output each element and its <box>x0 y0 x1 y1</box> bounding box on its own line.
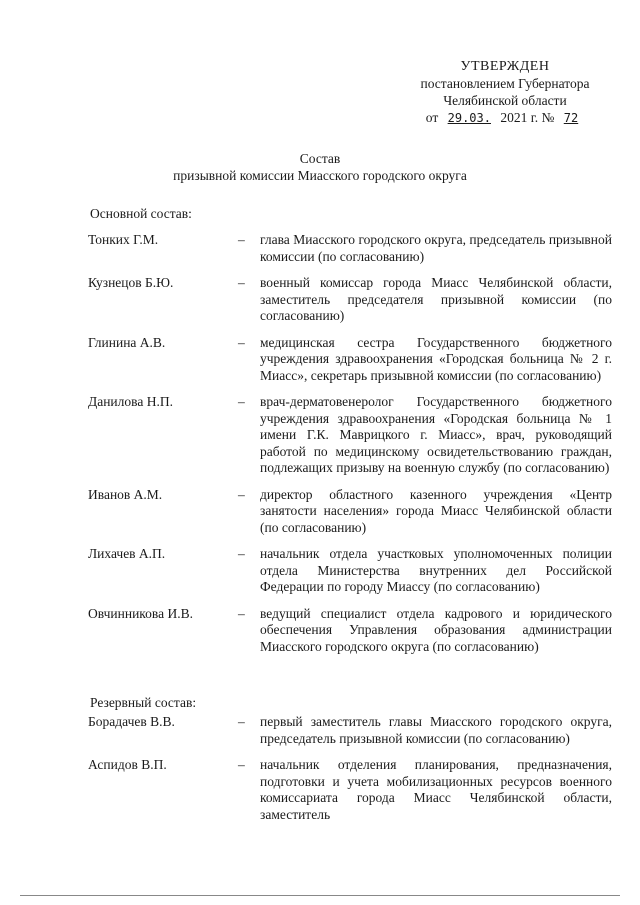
member-row <box>88 757 612 823</box>
reserve-members-list <box>88 714 612 833</box>
title-line-2: призывной комиссии Миасского городского округа <box>173 168 467 183</box>
member-dash: – <box>238 714 245 729</box>
member-dash: – <box>238 232 245 247</box>
main-composition-label: Основной состав: <box>90 206 192 221</box>
date-prefix: от <box>425 110 439 125</box>
member-name: Кузнецов Б.Ю. <box>88 275 174 290</box>
member-row <box>88 606 612 656</box>
approval-line-1: постановлением Губернатора <box>420 76 590 91</box>
main-members-list <box>88 232 612 665</box>
member-row <box>88 487 612 537</box>
member-role: врач-дерматовенеролог Государственного бюджетного учреждения здравоохранения «Городская больница № 1 имени Г.К. Маврицкого г. Миасс», врач, руководящий работой по медицинскому освидетельствованию граждан, подлежащих призыву на военную службу (по согласованию) <box>260 394 612 475</box>
member-dash: – <box>238 486 245 502</box>
member-role: первый заместитель главы Миасского городского округа, председатель призывной комиссии (по согласованию) <box>260 714 612 746</box>
approval-heading: УТВЕРЖДЕН <box>460 59 550 74</box>
member-role: медицинская сестра Государственного бюджетного учреждения здравоохранения «Городская больница № 2 г. Миасс», секретарь призывной комиссии (по согласованию) <box>260 334 612 383</box>
handwritten-date: 29.03. <box>447 111 491 125</box>
member-name: Тонких Г.М. <box>88 232 159 247</box>
member-role: начальник отделения планирования, предназначения, подготовки и учета мобилизационных ресурсов военного комиссариата города Миасс Челябинской области, заместитель <box>260 757 612 822</box>
member-dash: – <box>238 605 245 621</box>
approval-date-line <box>400 109 610 127</box>
member-role: военный комиссар города Миасс Челябинской области, заместитель председателя призывной комиссии (по согласованию) <box>260 275 612 323</box>
title-line-1: Состав <box>299 151 341 166</box>
member-row <box>88 275 612 325</box>
member-row <box>88 714 612 747</box>
member-row <box>88 546 612 596</box>
member-row <box>88 335 612 385</box>
reserve-composition-label: Резервный состав: <box>90 695 197 710</box>
member-row <box>88 232 612 265</box>
document-title <box>0 150 640 184</box>
member-name: Аспидов В.П. <box>88 757 167 772</box>
member-role: директор областного казенного учреждения «Центр занятости населения» города Миасс Челябинской области (по согласованию) <box>260 486 612 535</box>
member-dash: – <box>238 546 245 561</box>
member-name: Глинина А.В. <box>88 334 166 350</box>
member-role: начальник отдела участковых уполномоченных полиции отдела Министерства внутренних дел Российской Федерации по городу Миассу (по согласованию) <box>260 546 612 594</box>
scan-bottom-edge <box>20 895 620 896</box>
handwritten-number: 72 <box>563 111 579 125</box>
year-and-number-label: 2021 г. № <box>500 110 555 125</box>
member-name: Овчинникова И.В. <box>88 605 193 621</box>
approval-line-2: Челябинской области <box>443 93 567 108</box>
member-dash: – <box>238 757 245 772</box>
member-dash: – <box>238 334 245 350</box>
member-row <box>88 394 612 477</box>
member-dash: – <box>238 394 245 409</box>
member-name: Данилова Н.П. <box>88 394 173 409</box>
member-role: глава Миасского городского округа, председатель призывной комиссии (по согласованию) <box>260 232 612 264</box>
approval-block <box>400 58 610 127</box>
member-role: ведущий специалист отдела кадрового и юридического обеспечения Управления образования администрации Миасского городского округа (по согласованию) <box>260 605 612 654</box>
member-name: Лихачев А.П. <box>88 546 166 561</box>
member-name: Иванов А.М. <box>88 486 163 502</box>
member-name: Борадачев В.В. <box>88 714 175 729</box>
member-dash: – <box>238 275 245 290</box>
